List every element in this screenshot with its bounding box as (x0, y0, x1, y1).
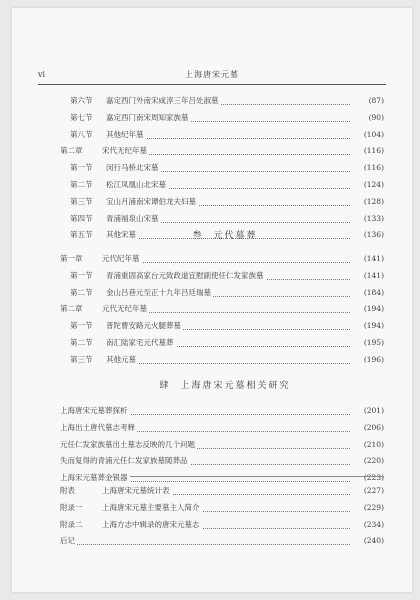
toc-entry[interactable] (60, 518, 384, 532)
toc-entry[interactable] (60, 404, 384, 418)
dot-leader (60, 544, 350, 545)
entry-label (60, 440, 197, 449)
entry-number: 第七节 (70, 112, 93, 122)
entry-label (66, 163, 161, 172)
entry-label (66, 130, 146, 139)
entry-label (66, 230, 138, 239)
entry-title: 上海宋元墓葬金银器 (60, 473, 128, 483)
entry-page-number: (104) (362, 128, 384, 142)
part-three-number: 叁 (192, 231, 204, 241)
entry-label (60, 304, 149, 313)
toc-entry[interactable] (66, 212, 384, 226)
toc-entry[interactable] (66, 161, 384, 175)
entry-number: 第二节 (70, 287, 93, 297)
entry-label (60, 406, 130, 415)
part-four-number: 肆 (159, 381, 171, 391)
entry-title: 松江凤凰山北宋墓 (106, 180, 166, 189)
entry-label (66, 113, 191, 122)
entry-label (60, 520, 202, 529)
entry-number: 第二章 (60, 146, 83, 156)
entry-page-number: (136) (362, 228, 384, 242)
entry-label (66, 288, 213, 297)
entry-title: 元代无纪年墓 (102, 304, 147, 314)
entry-page-number: (206) (362, 421, 384, 435)
entry-label (66, 214, 161, 223)
toc-entry[interactable] (60, 501, 384, 515)
entry-title: 青浦福泉山宋墓 (106, 213, 159, 223)
entry-label (60, 254, 142, 263)
entry-number: 第四节 (70, 213, 93, 223)
toc-entry[interactable] (66, 336, 384, 350)
entry-label (66, 321, 183, 330)
toc-entry[interactable] (66, 269, 384, 283)
entry-page-number: (227) (362, 484, 384, 498)
entry-page-number: (116) (362, 161, 384, 175)
entry-page-number: (220) (362, 454, 384, 468)
entry-page-number: (128) (362, 195, 384, 209)
entry-number: 附录二 (60, 519, 83, 529)
running-title: 上海唐宋元墓 (185, 70, 239, 79)
entry-number: 第六节 (70, 96, 93, 105)
toc-entry[interactable] (66, 111, 384, 125)
entry-page-number: (141) (362, 269, 384, 283)
entry-page-number: (124) (362, 178, 384, 192)
entry-page-number: (195) (362, 336, 384, 350)
entry-page-number: (141) (362, 252, 384, 266)
toc-entry[interactable] (60, 484, 384, 498)
entry-title: 普陀曹安路元火腿葬墓 (106, 321, 181, 331)
entry-page-number: (201) (362, 404, 384, 418)
entry-number: 第八节 (70, 129, 93, 139)
entry-title: 嘉定西门外南宋咸淳三年吕处淑墓 (106, 96, 219, 105)
part-four-title: 上海唐宋元墓相关研究 (180, 381, 291, 391)
toc-entry[interactable] (66, 286, 384, 300)
entry-page-number: (90) (367, 111, 384, 125)
entry-number: 附表 (60, 486, 75, 495)
entry-page-number: (223) (362, 471, 384, 485)
entry-title: 宝山月浦南宋谭伯龙夫妇墓 (106, 196, 196, 206)
entry-number: 第一节 (70, 321, 93, 331)
entry-title: 上海方志中辑录的唐宋元墓志 (102, 519, 200, 529)
toc-entry[interactable] (60, 438, 384, 452)
entry-page-number: (184) (362, 286, 384, 300)
entry-number: 第三节 (70, 196, 93, 206)
part-four-heading (66, 378, 384, 391)
toc-entry[interactable] (60, 454, 384, 468)
toc-entry[interactable] (60, 534, 384, 548)
entry-title: 其他元墓 (106, 354, 136, 364)
entry-label (66, 271, 266, 280)
entry-label (66, 338, 176, 347)
entry-label (60, 423, 137, 432)
entry-page-number: (87) (367, 94, 384, 108)
entry-label (60, 473, 130, 482)
book-page (12, 8, 412, 592)
entry-title: 上海唐宋元墓统计表 (102, 486, 170, 495)
entry-page-number: (194) (362, 302, 384, 316)
entry-number: 第二章 (60, 304, 83, 314)
entry-title: 青浦重固高家台元致政道宜慰副使任仁发家族墓 (106, 270, 264, 280)
entry-title: 后记 (60, 536, 75, 546)
toc-entry[interactable] (60, 252, 384, 266)
entry-label (60, 456, 190, 465)
entry-title: 元代纪年墓 (102, 254, 140, 263)
toc-entry[interactable] (60, 144, 384, 158)
entry-label (60, 503, 202, 512)
toc-entry[interactable] (60, 302, 384, 316)
toc-entry[interactable] (66, 128, 384, 142)
entry-number: 第一章 (60, 254, 83, 263)
entry-title: 宋代无纪年墓 (102, 146, 147, 156)
entry-title: 其他宋墓 (106, 230, 136, 240)
entry-number: 第二节 (70, 338, 93, 347)
entry-title: 金山吕巷元至正十九年吕廷瑞墓 (106, 287, 211, 297)
entry-number: 附录一 (60, 502, 83, 512)
entry-label (66, 197, 198, 206)
entry-title: 闵行马桥北宋墓 (106, 163, 159, 173)
toc-entry[interactable] (66, 94, 384, 108)
entry-label (66, 96, 221, 105)
entry-number: 第二节 (70, 180, 93, 189)
entry-title: 失而复得的青浦元任仁发家族墓随葬品 (60, 456, 188, 466)
entry-label (60, 146, 149, 155)
toc-entry[interactable] (66, 353, 384, 367)
entry-label (66, 180, 168, 189)
entry-title: 元任仁发家族墓出土墓志反映的几个问题 (60, 439, 195, 449)
entry-page-number: (196) (362, 353, 384, 367)
entry-title: 南汇陆家宅元代墓葬 (106, 338, 174, 347)
entry-page-number: (133) (362, 212, 384, 226)
entry-title: 上海唐宋元墓葬探析 (60, 406, 128, 415)
entry-page-number: (210) (362, 438, 384, 452)
entry-title: 上海唐宋元墓主要墓主人简介 (102, 502, 200, 512)
entry-title: 上海出土唐代墓志考释 (60, 422, 135, 432)
entry-title: 嘉定西门南宋周知家族墓 (106, 112, 189, 122)
entry-label (60, 536, 77, 545)
toc-entry[interactable] (66, 195, 384, 209)
entry-label (60, 486, 172, 495)
entry-label (66, 355, 138, 364)
entry-number: 第五节 (70, 230, 93, 240)
entry-number: 第一节 (70, 163, 93, 173)
entry-page-number: (240) (362, 534, 384, 548)
entry-number: 第三节 (70, 354, 93, 364)
toc-entry[interactable] (66, 319, 384, 333)
entry-number: 第一节 (70, 270, 93, 280)
entry-page-number: (234) (362, 518, 384, 532)
entry-title: 其他纪年墓 (106, 129, 144, 139)
entry-page-number: (116) (362, 144, 384, 158)
page-number: vi (38, 70, 46, 79)
running-header (38, 68, 386, 85)
entry-page-number: (194) (362, 319, 384, 333)
toc-entry[interactable] (60, 421, 384, 435)
entry-page-number: (229) (362, 501, 384, 515)
part-three-title: 元代墓葬 (213, 231, 258, 241)
toc-entry[interactable] (66, 178, 384, 192)
